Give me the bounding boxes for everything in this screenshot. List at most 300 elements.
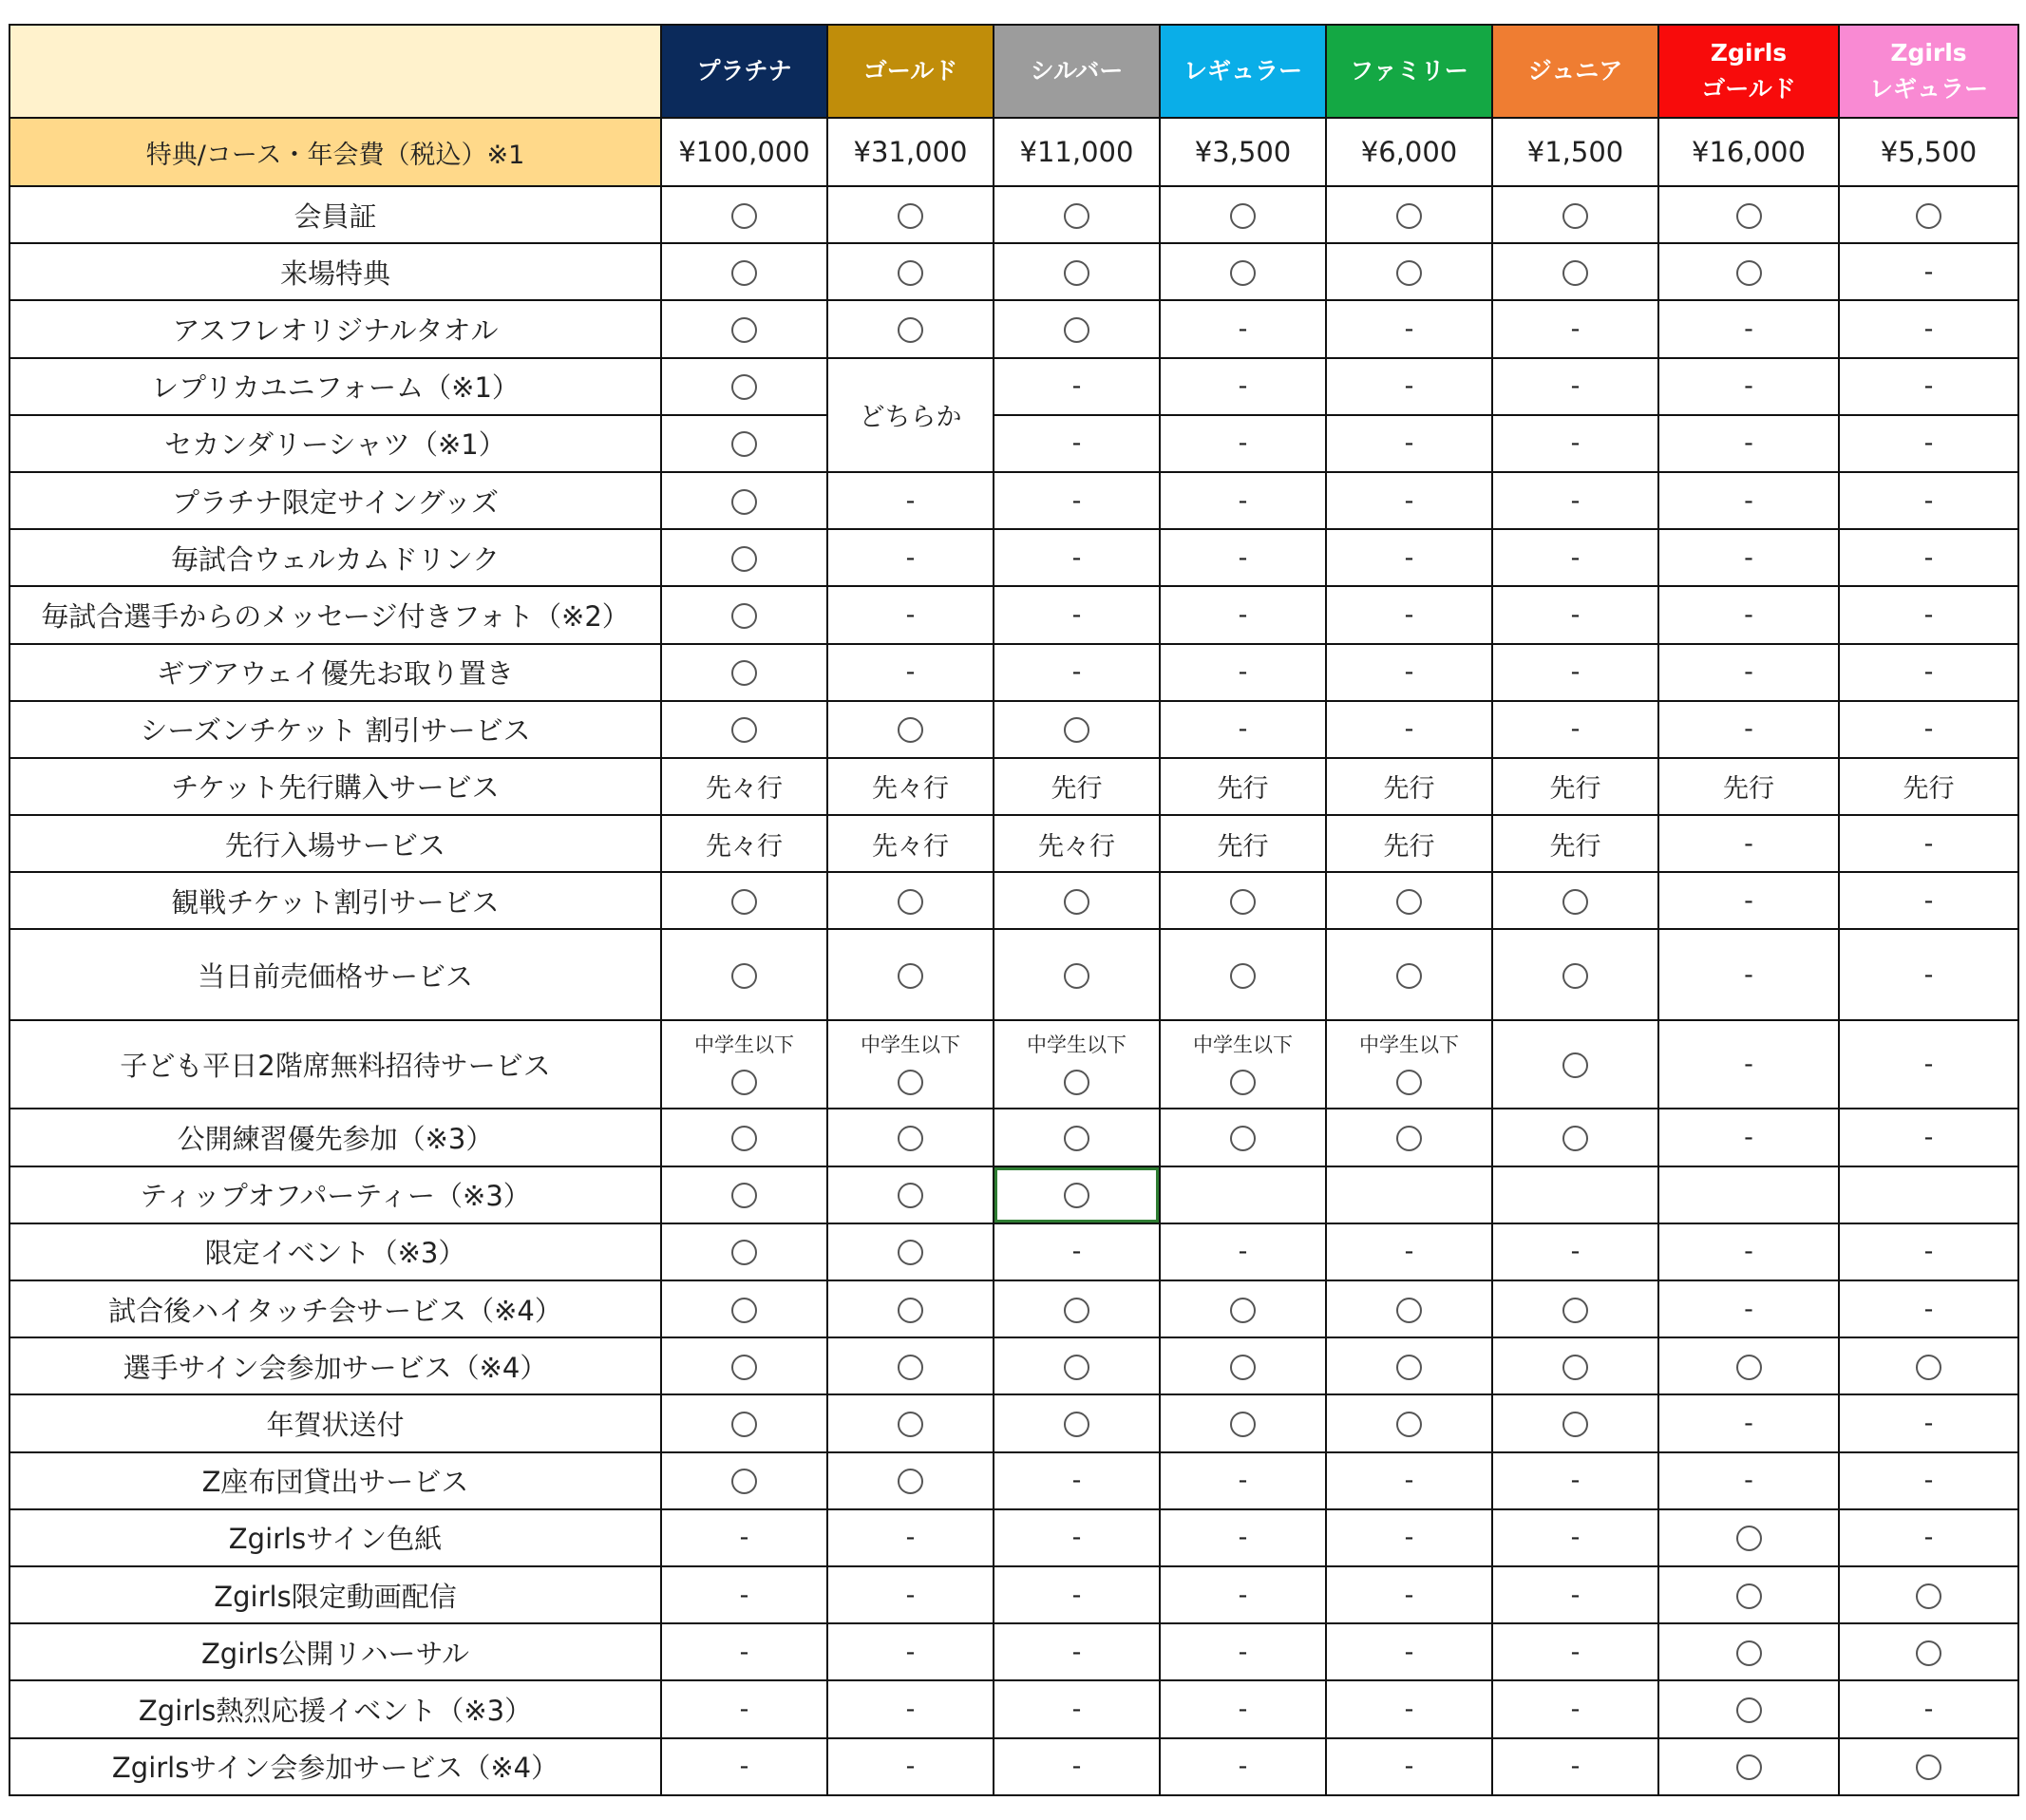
cell-text: - xyxy=(1923,599,1934,630)
circle-mark-icon xyxy=(1916,203,1941,229)
not-included-cell xyxy=(827,472,994,529)
not-included-cell xyxy=(1492,1680,1658,1737)
cell-text: - xyxy=(1071,1466,1082,1496)
circle-mark-icon xyxy=(1064,1298,1089,1323)
plan-header-row xyxy=(9,25,2018,118)
cell-text: - xyxy=(1744,714,1753,745)
included-cell xyxy=(994,1337,1160,1394)
benefit-label: ギブアウェイ優先お取り置き xyxy=(9,644,661,701)
benefit-label: 試合後ハイタッチ会サービス（※4） xyxy=(9,1280,661,1337)
cell-text: - xyxy=(1238,1237,1248,1267)
cell-text: - xyxy=(1570,1523,1581,1553)
benefit-row xyxy=(9,358,2018,415)
included-cell xyxy=(827,1109,994,1166)
not-included-cell xyxy=(1326,1223,1492,1280)
not-included-cell xyxy=(994,644,1160,701)
benefit-label: セカンダリーシャツ（※1） xyxy=(9,415,661,472)
not-included-cell xyxy=(1326,1509,1492,1566)
age-note: 中学生以下 xyxy=(1027,1033,1127,1057)
benefit-row xyxy=(9,1509,2018,1566)
cell-text: - xyxy=(1570,1637,1581,1667)
value-cell xyxy=(1326,758,1492,815)
cell-text: - xyxy=(1744,542,1753,573)
benefit-row xyxy=(9,1566,2018,1623)
cell-text: 先行 xyxy=(1903,774,1955,805)
not-included-cell xyxy=(1839,1223,2018,1280)
not-included-cell xyxy=(994,586,1160,643)
empty-cell xyxy=(1839,1166,2018,1223)
included-cell xyxy=(994,1166,1160,1223)
not-included-cell xyxy=(1658,701,1839,758)
circle-mark-icon xyxy=(898,1355,923,1380)
plan-junior-header: ジュニア xyxy=(1492,25,1658,118)
cell-text: - xyxy=(1071,1637,1082,1667)
included-cell xyxy=(994,929,1160,1020)
not-included-cell xyxy=(1658,472,1839,529)
benefit-rows xyxy=(9,186,2018,1795)
benefit-row xyxy=(9,1166,2018,1223)
not-included-cell xyxy=(1839,1394,2018,1451)
circle-mark-icon xyxy=(898,963,923,989)
value-cell xyxy=(827,758,994,815)
not-included-cell xyxy=(1658,815,1839,872)
included-cell xyxy=(1492,1337,1658,1394)
benefit-row xyxy=(9,415,2018,472)
not-included-cell xyxy=(1839,1680,2018,1737)
included-cell xyxy=(1160,1020,1326,1109)
not-included-cell xyxy=(827,1738,994,1795)
not-included-cell xyxy=(827,529,994,586)
cell-text: 先行 xyxy=(1217,831,1269,862)
circle-mark-icon xyxy=(898,203,923,229)
cell-text: - xyxy=(1404,1694,1414,1724)
cell-text: - xyxy=(1238,371,1248,402)
included-cell xyxy=(1326,1280,1492,1337)
included-cell xyxy=(827,1020,994,1109)
circle-mark-icon xyxy=(898,317,923,343)
benefit-label: 来場特典 xyxy=(9,243,661,300)
cell-text: - xyxy=(1744,828,1753,859)
cell-text: - xyxy=(1744,428,1753,459)
not-included-cell xyxy=(994,1566,1160,1623)
circle-mark-icon xyxy=(1064,717,1089,743)
price-value: ¥16,000 xyxy=(1658,118,1839,186)
cell-text: - xyxy=(1071,1237,1082,1267)
cell-text: - xyxy=(1570,1237,1581,1267)
benefit-label: 毎試合選手からのメッセージ付きフォト（※2） xyxy=(9,586,661,643)
not-included-cell xyxy=(1839,529,2018,586)
not-included-cell xyxy=(1160,1566,1326,1623)
age-note: 中学生以下 xyxy=(1193,1033,1293,1057)
circle-mark-icon xyxy=(898,1070,923,1095)
included-cell xyxy=(1160,929,1326,1020)
cell-text: - xyxy=(1744,959,1753,990)
not-included-cell xyxy=(661,1566,827,1623)
plan-family-header: ファミリー xyxy=(1326,25,1492,118)
included-cell xyxy=(661,701,827,758)
not-included-cell xyxy=(827,1680,994,1737)
cell-text: - xyxy=(1238,1637,1248,1667)
circle-mark-icon xyxy=(898,1469,923,1494)
circle-mark-icon xyxy=(1736,1697,1762,1723)
not-included-cell xyxy=(827,1566,994,1623)
plan-zgirls-gold-header xyxy=(1658,25,1839,118)
not-included-cell xyxy=(1492,472,1658,529)
cell-text: - xyxy=(1404,657,1414,688)
included-cell xyxy=(661,1223,827,1280)
included-cell xyxy=(827,701,994,758)
cell-text: - xyxy=(1570,714,1581,745)
cell-text: - xyxy=(1404,428,1414,459)
circle-mark-icon xyxy=(1562,889,1588,915)
plan-regular-header: レギュラー xyxy=(1160,25,1326,118)
not-included-cell xyxy=(1326,1452,1492,1509)
included-cell xyxy=(1658,186,1839,243)
circle-mark-icon xyxy=(1064,203,1089,229)
not-included-cell xyxy=(1326,472,1492,529)
cell-text: - xyxy=(1744,1050,1753,1080)
included-cell xyxy=(661,1166,827,1223)
circle-mark-icon xyxy=(1736,260,1762,286)
circle-mark-icon xyxy=(1396,203,1422,229)
benefit-label: 公開練習優先参加（※3） xyxy=(9,1109,661,1166)
cell-text: - xyxy=(1744,313,1753,344)
not-included-cell xyxy=(1160,1738,1326,1795)
cell-text: 先々行 xyxy=(706,831,783,862)
included-cell xyxy=(1326,1020,1492,1109)
cell-text: - xyxy=(905,1637,916,1667)
included-cell xyxy=(1492,929,1658,1020)
cell-text: - xyxy=(905,1580,916,1610)
circle-mark-icon xyxy=(1064,963,1089,989)
cell-text: - xyxy=(1071,485,1082,516)
not-included-cell xyxy=(1160,1223,1326,1280)
benefit-row xyxy=(9,644,2018,701)
benefit-row xyxy=(9,1623,2018,1680)
not-included-cell xyxy=(1326,1623,1492,1680)
benefit-row xyxy=(9,586,2018,643)
cell-text: 先行 xyxy=(1383,774,1435,805)
circle-mark-icon xyxy=(1230,1355,1256,1380)
included-cell xyxy=(1658,1509,1839,1566)
value-cell xyxy=(1492,815,1658,872)
included-cell xyxy=(827,186,994,243)
cell-text: - xyxy=(1238,485,1248,516)
cell-text: - xyxy=(1923,313,1934,344)
not-included-cell xyxy=(1658,644,1839,701)
not-included-cell xyxy=(1326,1680,1492,1737)
cell-text: 先行 xyxy=(1383,831,1435,862)
cell-text: - xyxy=(1404,1466,1414,1496)
plan-name-line2: ゴールド xyxy=(1701,75,1796,103)
included-cell xyxy=(827,243,994,300)
cell-text: - xyxy=(1923,371,1934,402)
circle-mark-icon xyxy=(731,1469,757,1494)
cell-text: - xyxy=(905,599,916,630)
benefit-row xyxy=(9,186,2018,243)
not-included-cell xyxy=(1839,415,2018,472)
included-cell xyxy=(827,1337,994,1394)
included-cell xyxy=(1326,1109,1492,1166)
included-cell xyxy=(1160,1280,1326,1337)
not-included-cell xyxy=(1839,586,2018,643)
not-included-cell xyxy=(994,1623,1160,1680)
benefit-label: 年賀状送付 xyxy=(9,1394,661,1451)
circle-mark-icon xyxy=(898,1126,923,1151)
included-cell xyxy=(1658,243,1839,300)
not-included-cell xyxy=(661,1623,827,1680)
cell-text: - xyxy=(1570,428,1581,459)
included-cell xyxy=(1492,1020,1658,1109)
circle-mark-icon xyxy=(731,1183,757,1208)
cell-text: 先々行 xyxy=(1038,831,1115,862)
cell-text: - xyxy=(1238,714,1248,745)
included-cell xyxy=(1658,1738,1839,1795)
value-cell xyxy=(1160,758,1326,815)
cell-text: 先行 xyxy=(1217,774,1269,805)
cell-text: - xyxy=(1744,371,1753,402)
not-included-cell xyxy=(1658,1394,1839,1451)
not-included-cell xyxy=(1160,1509,1326,1566)
cell-text: - xyxy=(905,1752,916,1782)
not-included-cell xyxy=(1160,415,1326,472)
not-included-cell xyxy=(1658,1109,1839,1166)
cell-text: - xyxy=(1404,1237,1414,1267)
circle-mark-icon xyxy=(1064,260,1089,286)
circle-mark-icon xyxy=(1230,889,1256,915)
circle-mark-icon xyxy=(731,889,757,915)
plan-name-line1: Zgirls xyxy=(1890,39,1967,66)
included-cell xyxy=(994,1020,1160,1109)
not-included-cell xyxy=(1160,529,1326,586)
cell-text: - xyxy=(1071,542,1082,573)
price-value: ¥3,500 xyxy=(1160,118,1326,186)
cell-text: - xyxy=(1570,599,1581,630)
circle-mark-icon xyxy=(731,1355,757,1380)
benefit-label: ティップオフパーティー（※3） xyxy=(9,1166,661,1223)
not-included-cell xyxy=(1492,1452,1658,1509)
cell-text: - xyxy=(1238,1694,1248,1724)
cell-text: - xyxy=(1071,1523,1082,1553)
cell-text: 先行 xyxy=(1549,831,1601,862)
circle-mark-icon xyxy=(1230,1070,1256,1095)
not-included-cell xyxy=(1492,644,1658,701)
cell-text: - xyxy=(905,485,916,516)
cell-text: - xyxy=(1404,714,1414,745)
cell-text: どちらか xyxy=(859,403,962,433)
cell-text: - xyxy=(1923,256,1934,287)
circle-mark-icon xyxy=(1562,1298,1588,1323)
not-included-cell xyxy=(1326,1738,1492,1795)
not-included-cell xyxy=(1658,358,1839,415)
included-cell xyxy=(1160,186,1326,243)
included-cell xyxy=(661,1452,827,1509)
cell-text: 先行 xyxy=(1051,774,1103,805)
cell-text: - xyxy=(1570,1466,1581,1496)
circle-mark-icon xyxy=(1562,1412,1588,1437)
not-included-cell xyxy=(1658,1452,1839,1509)
included-cell xyxy=(661,1020,827,1109)
cell-text: - xyxy=(1744,1123,1753,1153)
included-cell xyxy=(1839,1337,2018,1394)
circle-mark-icon xyxy=(1562,260,1588,286)
cell-text: - xyxy=(1238,1466,1248,1496)
circle-mark-icon xyxy=(1562,963,1588,989)
benefit-row xyxy=(9,472,2018,529)
benefit-label: 限定イベント（※3） xyxy=(9,1223,661,1280)
benefit-label: Z座布団貸出サービス xyxy=(9,1452,661,1509)
cell-text: - xyxy=(1744,657,1753,688)
not-included-cell xyxy=(1658,586,1839,643)
not-included-cell xyxy=(1492,358,1658,415)
included-cell xyxy=(1326,872,1492,929)
circle-mark-icon xyxy=(1736,1526,1762,1551)
benefit-label: アスフレオリジナルタオル xyxy=(9,300,661,357)
not-included-cell xyxy=(1492,415,1658,472)
cell-text: - xyxy=(1404,1580,1414,1610)
value-cell xyxy=(827,815,994,872)
circle-mark-icon xyxy=(898,1240,923,1265)
corner-cell xyxy=(9,25,661,118)
included-cell xyxy=(1492,1109,1658,1166)
not-included-cell xyxy=(1326,1566,1492,1623)
cell-text: - xyxy=(739,1752,749,1782)
not-included-cell xyxy=(1326,358,1492,415)
benefit-row xyxy=(9,1394,2018,1451)
circle-mark-icon xyxy=(1736,203,1762,229)
cell-text: - xyxy=(739,1637,749,1667)
circle-mark-icon xyxy=(1916,1754,1941,1780)
benefit-label: Zgirls限定動画配信 xyxy=(9,1566,661,1623)
cell-text: - xyxy=(1238,1752,1248,1782)
included-cell xyxy=(1492,1394,1658,1451)
cell-text: - xyxy=(1923,1523,1934,1553)
not-included-cell xyxy=(994,529,1160,586)
benefit-row xyxy=(9,815,2018,872)
circle-mark-icon xyxy=(1736,1754,1762,1780)
circle-mark-icon xyxy=(731,431,757,457)
not-included-cell xyxy=(1839,243,2018,300)
circle-mark-icon xyxy=(1916,1583,1941,1609)
age-note: 中学生以下 xyxy=(861,1033,960,1057)
not-included-cell xyxy=(1839,929,2018,1020)
cell-text: - xyxy=(1923,1408,1934,1438)
included-cell xyxy=(994,872,1160,929)
circle-mark-icon xyxy=(1916,1640,1941,1666)
not-included-cell xyxy=(1326,300,1492,357)
benefit-label: Zgirlsサイン色紙 xyxy=(9,1509,661,1566)
not-included-cell xyxy=(1658,1020,1839,1109)
circle-mark-icon xyxy=(731,963,757,989)
included-cell xyxy=(827,872,994,929)
cell-text: - xyxy=(1404,542,1414,573)
empty-cell xyxy=(1492,1166,1658,1223)
included-cell xyxy=(1160,243,1326,300)
cell-text: - xyxy=(1071,599,1082,630)
included-cell xyxy=(661,358,827,415)
cell-text: - xyxy=(739,1523,749,1553)
cell-text: - xyxy=(1404,371,1414,402)
cell-text: 先々行 xyxy=(872,774,949,805)
cell-text: - xyxy=(1744,1408,1753,1438)
benefit-row xyxy=(9,1680,2018,1737)
included-cell xyxy=(661,186,827,243)
included-cell xyxy=(1839,186,2018,243)
not-included-cell xyxy=(1326,701,1492,758)
not-included-cell xyxy=(1658,300,1839,357)
cell-text: - xyxy=(1923,1694,1934,1724)
included-cell xyxy=(1326,186,1492,243)
not-included-cell xyxy=(1492,300,1658,357)
not-included-cell xyxy=(1160,701,1326,758)
included-cell xyxy=(1160,1109,1326,1166)
circle-mark-icon xyxy=(731,317,757,343)
cell-text: - xyxy=(1570,371,1581,402)
not-included-cell xyxy=(1492,529,1658,586)
circle-mark-icon xyxy=(1736,1355,1762,1380)
not-included-cell xyxy=(1492,1566,1658,1623)
benefit-label: 先行入場サービス xyxy=(9,815,661,872)
not-included-cell xyxy=(1160,586,1326,643)
empty-cell xyxy=(1326,1166,1492,1223)
cell-text: 先行 xyxy=(1549,774,1601,805)
value-cell xyxy=(661,815,827,872)
benefit-row xyxy=(9,1452,2018,1509)
cell-text: - xyxy=(1923,959,1934,990)
not-included-cell xyxy=(1839,1509,2018,1566)
circle-mark-icon xyxy=(898,717,923,743)
circle-mark-icon xyxy=(731,603,757,629)
membership-benefits-table xyxy=(9,24,2019,1796)
not-included-cell xyxy=(1658,929,1839,1020)
cell-text: - xyxy=(1923,885,1934,916)
not-included-cell xyxy=(1326,644,1492,701)
included-cell xyxy=(994,243,1160,300)
value-cell xyxy=(994,815,1160,872)
benefit-label: 観戦チケット割引サービス xyxy=(9,872,661,929)
age-note: 中学生以下 xyxy=(1359,1033,1459,1057)
not-included-cell xyxy=(1839,1020,2018,1109)
cell-text: - xyxy=(1570,657,1581,688)
not-included-cell xyxy=(827,1623,994,1680)
cell-text: - xyxy=(1570,1580,1581,1610)
cell-text: - xyxy=(739,1694,749,1724)
circle-mark-icon xyxy=(1736,1583,1762,1609)
cell-text: - xyxy=(1404,485,1414,516)
included-cell xyxy=(1658,1680,1839,1737)
cell-text: - xyxy=(1404,1752,1414,1782)
benefit-label: Zgirls熱烈応援イベント（※3） xyxy=(9,1680,661,1737)
circle-mark-icon xyxy=(1396,260,1422,286)
included-cell xyxy=(994,1394,1160,1451)
not-included-cell xyxy=(1839,300,2018,357)
circle-mark-icon xyxy=(898,889,923,915)
circle-mark-icon xyxy=(731,489,757,515)
cell-text: - xyxy=(1071,1694,1082,1724)
cell-text: - xyxy=(1923,1466,1934,1496)
plan-name-line2: レギュラー xyxy=(1868,75,1988,103)
not-included-cell xyxy=(994,472,1160,529)
included-cell xyxy=(661,1394,827,1451)
benefit-row xyxy=(9,1109,2018,1166)
not-included-cell xyxy=(1160,300,1326,357)
cell-text: - xyxy=(1071,657,1082,688)
benefit-label: 選手サイン会参加サービス（※4） xyxy=(9,1337,661,1394)
not-included-cell xyxy=(1160,1680,1326,1737)
plan-platinum-header: プラチナ xyxy=(661,25,827,118)
included-cell xyxy=(827,1166,994,1223)
cell-text: - xyxy=(1923,828,1934,859)
